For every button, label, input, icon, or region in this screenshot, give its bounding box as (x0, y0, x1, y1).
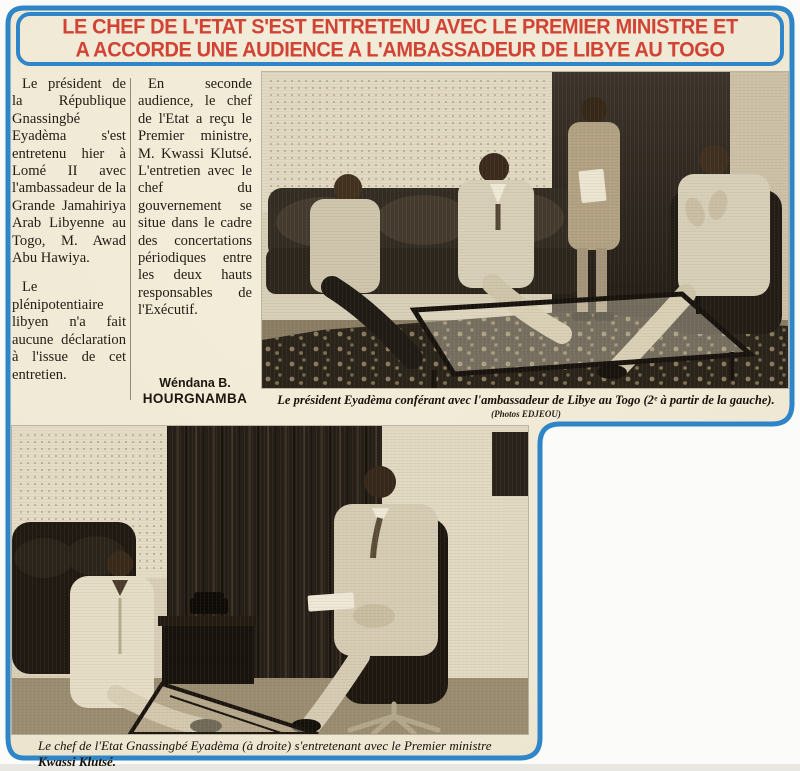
photo-president-prime-minister (12, 426, 528, 734)
paragraph-3: En seconde audience, le chef de l'Etat a reçu le Premier ministre, M. Kwassi Klutsé. L'entretien avec le chef du gouvernement se situe dans le cadre des concertations périodiques entre les deux hauts responsables de l'Exécutif. (138, 76, 252, 319)
photo-president-ambassador (262, 72, 788, 388)
headline-line-2: A ACCORDE UNE AUDIENCE A L'AMBASSADEUR DE LIBYE AU TOGO (75, 38, 725, 62)
article-column-1 (12, 76, 126, 396)
caption-top: Le président Eyadèma conférant avec l'ambassadeur de Libye au Togo (2ᵉ à partir de la gauche). (277, 393, 775, 407)
headline-line-1: LE CHEF DE L'ETAT S'EST ENTRETENU AVEC LE PREMIER MINISTRE ET (62, 15, 738, 39)
column-divider (130, 78, 131, 400)
byline-surname: HOURGNAMBA (142, 391, 248, 406)
paragraph-lead: Le président de la République Gnassingbé Eyadèma s'est entretenu hier à Lomé II avec l'ambassadeur de la Grande Jamahiriya Arab Libyenne au Togo, M. Awad Abu Hawiya. (12, 76, 126, 267)
photo-top-scene (262, 72, 788, 388)
caption-bottom-name: Kwassi Klutsé. (38, 754, 117, 769)
article-column-2 (138, 76, 252, 332)
caption-bottom-text: Le chef de l'Etat Gnassingbé Eyadèma (à droite) s'entretenant avec le Premier ministre (38, 738, 492, 753)
byline-author: Wéndana B. (159, 376, 231, 390)
caption-bottom (38, 738, 528, 770)
photo-bottom-scene (12, 426, 528, 734)
photo-credit: (Photos EDJEOU) (491, 409, 561, 419)
byline (134, 376, 256, 407)
paragraph-2: Le plénipotentiaire libyen n'a fait aucune déclaration à l'issue de cet entretien. (12, 279, 126, 383)
headline-box (16, 12, 784, 66)
